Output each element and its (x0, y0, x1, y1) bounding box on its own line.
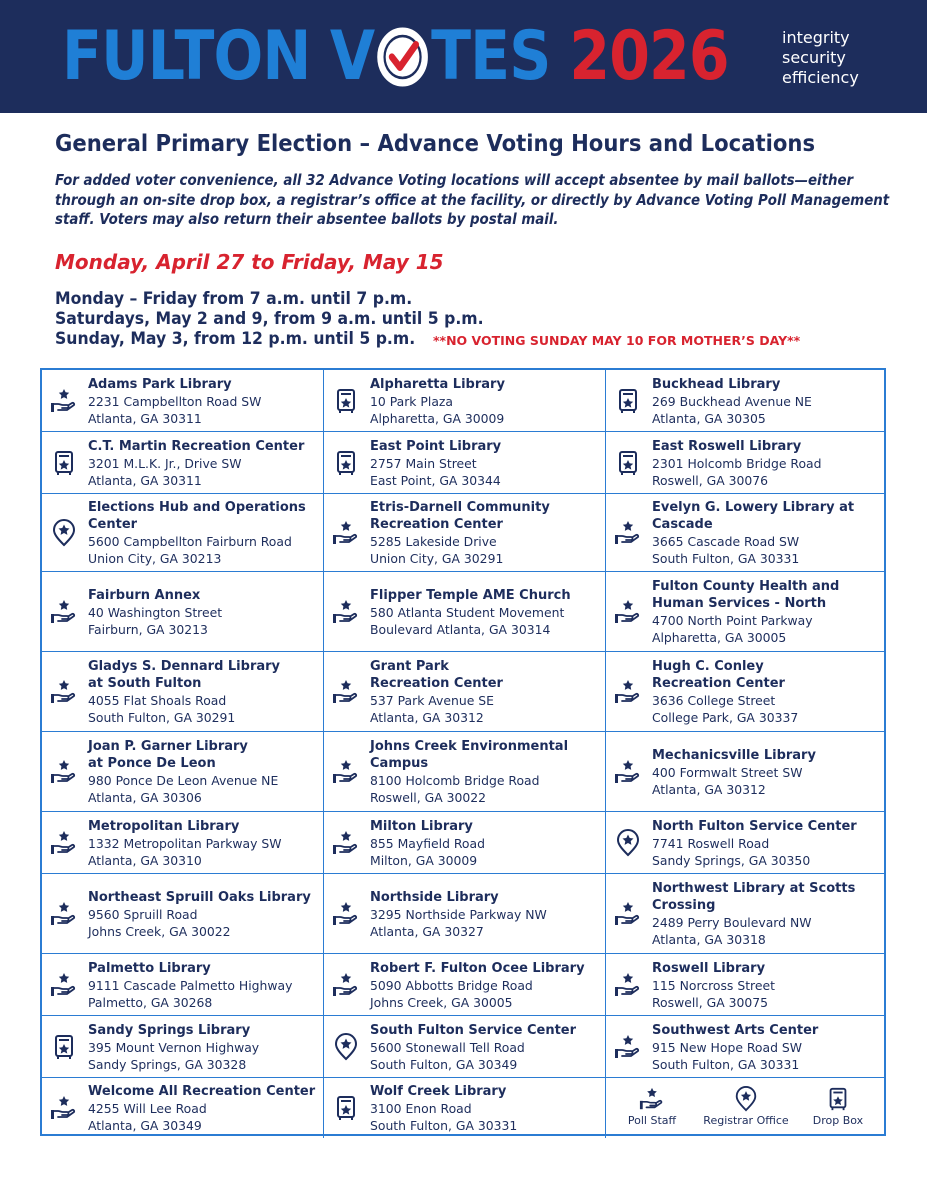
tagline (782, 28, 859, 88)
poll-staff-icon (602, 1086, 702, 1112)
location-address: Atlanta, GA 30318 (652, 932, 766, 947)
location-address: 980 Ponce De Leon Avenue NE (88, 773, 279, 788)
location-name: Sandy Springs Library (88, 1023, 251, 1038)
poll-staff-icon (614, 758, 642, 786)
location-address: Fairburn, GA 30213 (88, 622, 208, 637)
location-name: Campus (370, 756, 429, 771)
location-address: 1332 Metropolitan Parkway SW (88, 836, 282, 851)
location-name: C.T. Martin Recreation Center (88, 439, 305, 454)
location-card (324, 812, 606, 874)
location-name: Adams Park Library (88, 377, 232, 392)
location-address: 9560 Spruill Road (88, 907, 198, 922)
location-address: South Fulton, GA 30331 (652, 551, 800, 566)
location-card (42, 494, 324, 572)
locations-grid (40, 368, 886, 1136)
location-address: South Fulton, GA 30331 (652, 1057, 800, 1072)
drop-box-icon (332, 1094, 360, 1122)
drop-box-icon (50, 449, 78, 477)
location-name: Center (88, 517, 138, 532)
location-address: College Park, GA 30337 (652, 710, 799, 725)
location-card (42, 812, 324, 874)
location-address: 115 Norcross Street (652, 978, 775, 993)
drop-box-icon (614, 449, 642, 477)
location-card (606, 1016, 886, 1078)
location-name: Gladys S. Dennard Library (88, 659, 281, 674)
location-name: Recreation Center (370, 517, 503, 532)
location-name: South Fulton Service Center (370, 1023, 577, 1038)
location-name: Crossing (652, 898, 716, 913)
location-name: Grant Park (370, 659, 449, 674)
header-banner (0, 0, 927, 113)
location-name: Mechanicsville Library (652, 748, 816, 763)
poll-staff-icon (50, 900, 78, 928)
poll-staff-icon (50, 598, 78, 626)
location-address: 915 New Hope Road SW (652, 1040, 803, 1055)
location-address: 855 Mayfield Road (370, 836, 485, 851)
location-address: Atlanta, GA 30327 (370, 924, 484, 939)
location-address: South Fulton, GA 30349 (370, 1057, 518, 1072)
location-address: South Fulton, GA 30291 (88, 710, 236, 725)
location-address: East Point, GA 30344 (370, 473, 501, 488)
fulton-votes-logo (62, 14, 837, 100)
location-name: at Ponce De Leon (88, 756, 216, 771)
poll-staff-icon (614, 678, 642, 706)
location-address: Roswell, GA 30076 (652, 473, 769, 488)
location-address: 2231 Campbellton Road SW (88, 394, 262, 409)
legend-item (696, 1086, 796, 1127)
location-card (324, 732, 606, 812)
logo-year: 2026 (569, 17, 729, 96)
drop-box-icon (332, 449, 360, 477)
poll-staff-icon (332, 678, 360, 706)
location-name: East Point Library (370, 439, 502, 454)
location-name: Elections Hub and Operations (88, 500, 306, 515)
location-name: Johns Creek Environmental (370, 739, 569, 754)
location-name: Hugh C. Conley (652, 659, 764, 674)
poll-staff-icon (50, 387, 78, 415)
location-address: 2301 Holcomb Bridge Road (652, 456, 822, 471)
location-name: Human Services - North (652, 596, 827, 611)
location-name: Recreation Center (652, 676, 785, 691)
location-name: Northside Library (370, 890, 499, 905)
location-address: 5090 Abbotts Bridge Road (370, 978, 533, 993)
mothers-day-notice: **NO VOTING SUNDAY MAY 10 FOR MOTHER’S DAY** (433, 333, 801, 348)
poll-staff-icon (50, 758, 78, 786)
location-name: Fairburn Annex (88, 588, 201, 603)
location-card (324, 370, 606, 432)
intro-paragraph: For added voter convenience, all 32 Advance Voting locations will accept absentee by mail ballots—either through an on-site drop box, a registrar’s office at the facility, or directly by Advance Voting Poll Management staff. Voters may also return their absentee ballots by postal mail. (55, 171, 890, 228)
poll-staff-icon (50, 1094, 78, 1122)
poll-staff-icon (50, 678, 78, 706)
location-address: 5600 Stonewall Tell Road (370, 1040, 525, 1055)
location-address: 10 Park Plaza (370, 394, 454, 409)
page-title: General Primary Election – Advance Voting Hours and Locations (55, 131, 816, 157)
location-card (324, 1016, 606, 1078)
location-card (42, 652, 324, 732)
location-address: Atlanta, GA 30306 (88, 790, 202, 805)
location-card (606, 812, 886, 874)
drop-box-icon (50, 1033, 78, 1061)
location-card (42, 432, 324, 494)
poll-staff-icon (50, 971, 78, 999)
location-name: Roswell Library (652, 961, 766, 976)
location-name: Metropolitan Library (88, 819, 240, 834)
location-name: Welcome All Recreation Center (88, 1084, 316, 1099)
location-card (324, 572, 606, 652)
location-name: Recreation Center (370, 676, 503, 691)
location-address: Roswell, GA 30075 (652, 995, 769, 1010)
location-address: 7741 Roswell Road (652, 836, 770, 851)
location-card (42, 1016, 324, 1078)
location-card (606, 732, 886, 812)
hours-line: Sunday, May 3, from 12 p.m. until 5 p.m. (55, 329, 416, 348)
poll-staff-icon (614, 971, 642, 999)
location-address: 5285 Lakeside Drive (370, 534, 497, 549)
icon-legend (606, 1078, 886, 1138)
location-address: 2757 Main Street (370, 456, 477, 471)
legend-label: Poll Staff (627, 1114, 677, 1127)
location-name: Evelyn G. Lowery Library at (652, 500, 855, 515)
location-address: Atlanta, GA 30349 (88, 1118, 202, 1133)
location-name: Flipper Temple AME Church (370, 588, 571, 603)
location-address: 3665 Cascade Road SW (652, 534, 800, 549)
location-address: Union City, GA 30213 (88, 551, 222, 566)
location-name: East Roswell Library (652, 439, 802, 454)
location-address: 9111 Cascade Palmetto Highway (88, 978, 293, 993)
location-address: Milton, GA 30009 (370, 853, 478, 868)
location-address: Johns Creek, GA 30005 (370, 995, 513, 1010)
location-card (606, 652, 886, 732)
poll-staff-icon (332, 829, 360, 857)
legend-label: Drop Box (812, 1114, 864, 1127)
location-name: North Fulton Service Center (652, 819, 857, 834)
location-card (324, 652, 606, 732)
location-card (324, 432, 606, 494)
location-address: 4700 North Point Parkway (652, 613, 813, 628)
location-address: 2489 Perry Boulevard NW (652, 915, 812, 930)
location-address: 400 Formwalt Street SW (652, 765, 803, 780)
poll-staff-icon (614, 598, 642, 626)
location-name: Northeast Spruill Oaks Library (88, 890, 311, 905)
poll-staff-icon (332, 519, 360, 547)
location-name: Robert F. Fulton Ocee Library (370, 961, 585, 976)
location-name: Southwest Arts Center (652, 1023, 819, 1038)
legend-label: Registrar Office (703, 1114, 789, 1127)
drop-box-icon (614, 387, 642, 415)
location-address: Atlanta, GA 30305 (652, 411, 766, 426)
location-card (324, 1078, 606, 1138)
poll-staff-icon (332, 758, 360, 786)
location-name: Wolf Creek Library (370, 1084, 507, 1099)
location-address: Palmetto, GA 30268 (88, 995, 213, 1010)
location-name: Cascade (652, 517, 713, 532)
location-name: Milton Library (370, 819, 473, 834)
location-address: 3295 Northside Parkway NW (370, 907, 547, 922)
registrar-office-icon (696, 1086, 796, 1112)
poll-staff-icon (332, 598, 360, 626)
location-name: Buckhead Library (652, 377, 781, 392)
location-address: Atlanta, GA 30311 (88, 411, 202, 426)
location-address: South Fulton, GA 30331 (370, 1118, 518, 1133)
location-name: Northwest Library at Scotts (652, 881, 856, 896)
legend-item (602, 1086, 702, 1127)
location-address: 269 Buckhead Avenue NE (652, 394, 812, 409)
poll-staff-icon (50, 829, 78, 857)
location-address: Atlanta, GA 30312 (652, 782, 766, 797)
location-name: Alpharetta Library (370, 377, 505, 392)
location-address: 3201 M.L.K. Jr., Drive SW (88, 456, 242, 471)
location-address: Boulevard Atlanta, GA 30314 (370, 622, 551, 637)
poll-staff-icon (614, 900, 642, 928)
location-address: 3100 Enon Road (370, 1101, 472, 1116)
location-card (606, 432, 886, 494)
location-address: 580 Atlanta Student Movement (370, 605, 565, 620)
location-address: 8100 Holcomb Bridge Road (370, 773, 540, 788)
location-card (42, 370, 324, 432)
location-name: Etris-Darnell Community (370, 500, 550, 515)
location-card (606, 494, 886, 572)
drop-box-icon (788, 1086, 888, 1112)
tagline-line: security (782, 48, 846, 67)
hours-line: Monday – Friday from 7 a.m. until 7 p.m. (55, 289, 413, 308)
location-address: 5600 Campbellton Fairburn Road (88, 534, 292, 549)
location-card (324, 954, 606, 1016)
location-address: Alpharetta, GA 30009 (370, 411, 505, 426)
tagline-line: efficiency (782, 68, 859, 87)
hours-line: Saturdays, May 2 and 9, from 9 a.m. until 5 p.m. (55, 309, 484, 328)
location-address: Atlanta, GA 30312 (370, 710, 484, 725)
location-address: Union City, GA 30291 (370, 551, 504, 566)
poll-staff-icon (332, 971, 360, 999)
location-card (606, 954, 886, 1016)
location-address: 4055 Flat Shoals Road (88, 693, 227, 708)
location-address: 3636 College Street (652, 693, 776, 708)
location-address: 395 Mount Vernon Highway (88, 1040, 260, 1055)
poll-staff-icon (614, 519, 642, 547)
location-address: Atlanta, GA 30310 (88, 853, 202, 868)
location-card (606, 370, 886, 432)
location-name: Palmetto Library (88, 961, 211, 976)
poll-staff-icon (614, 1033, 642, 1061)
drop-box-icon (332, 387, 360, 415)
location-card (42, 1078, 324, 1138)
location-address: 4255 Will Lee Road (88, 1101, 207, 1116)
location-address: Roswell, GA 30022 (370, 790, 487, 805)
location-card (324, 494, 606, 572)
registrar-office-icon (50, 519, 78, 547)
tagline-line: integrity (782, 28, 850, 47)
date-range: Monday, April 27 to Friday, May 15 (55, 250, 444, 274)
location-address: Atlanta, GA 30311 (88, 473, 202, 488)
registrar-office-icon (614, 829, 642, 857)
location-address: Sandy Springs, GA 30350 (652, 853, 811, 868)
checkmark-vote-icon (376, 26, 429, 88)
location-address: Johns Creek, GA 30022 (88, 924, 231, 939)
location-address: 537 Park Avenue SE (370, 693, 494, 708)
legend-item (788, 1086, 888, 1127)
location-address: 40 Washington Street (88, 605, 223, 620)
location-card (42, 874, 324, 954)
location-card (42, 732, 324, 812)
location-card (42, 954, 324, 1016)
location-card (606, 874, 886, 954)
location-name: Joan P. Garner Library (88, 739, 248, 754)
location-address: Sandy Springs, GA 30328 (88, 1057, 247, 1072)
location-name: Fulton County Health and (652, 579, 840, 594)
location-address: Alpharetta, GA 30005 (652, 630, 787, 645)
poll-staff-icon (332, 900, 360, 928)
location-card (606, 572, 886, 652)
registrar-office-icon (332, 1033, 360, 1061)
location-name: at South Fulton (88, 676, 202, 691)
logo-text-left: FULTON V (62, 17, 375, 96)
location-card (42, 572, 324, 652)
location-card (324, 874, 606, 954)
logo-text-right: TES (431, 17, 551, 96)
